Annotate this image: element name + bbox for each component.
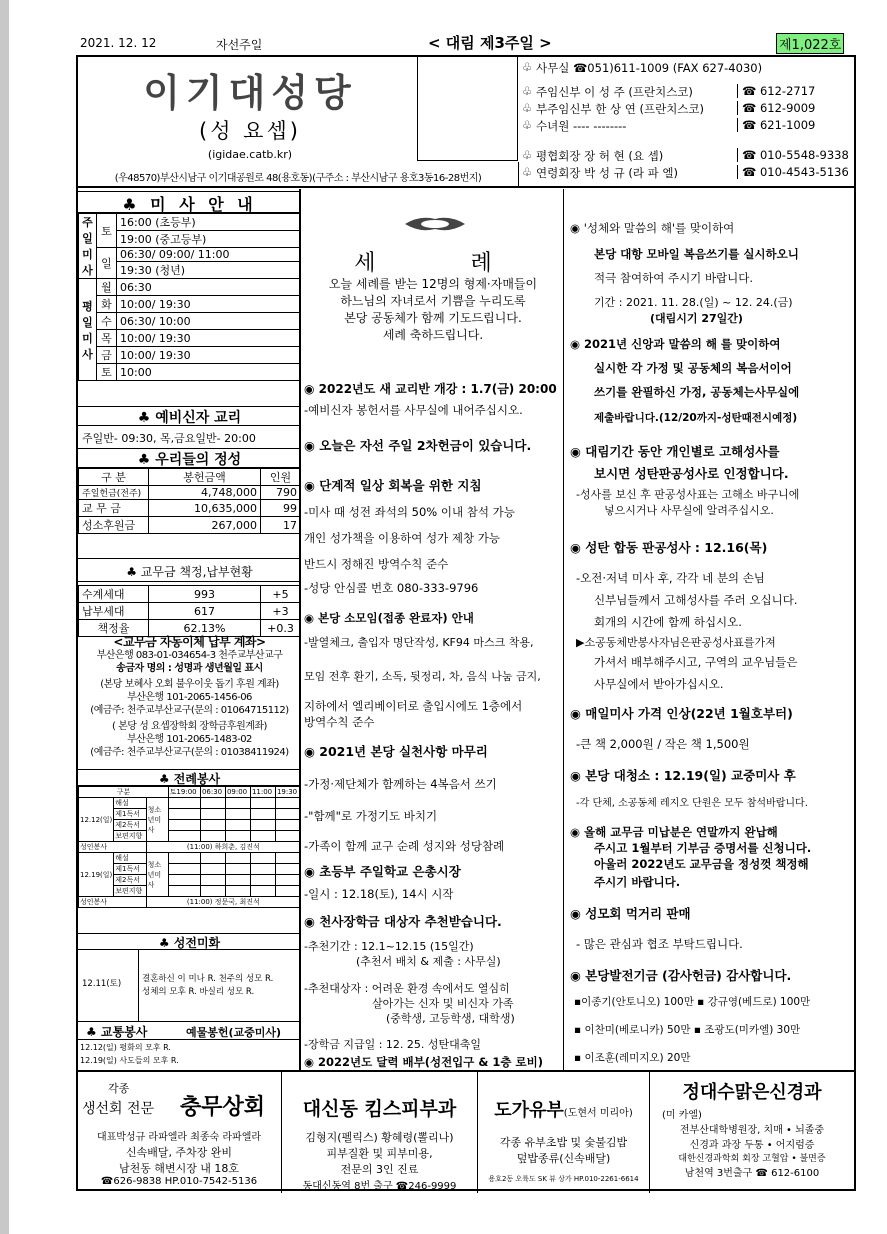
advertisement-strip: [76, 1070, 856, 1191]
week-title: < 대림 제3주일 >: [428, 34, 552, 52]
office-row: ♧ 수녀원 ---- -------- ☎ 621-1009: [522, 118, 816, 133]
church-logo: [80, 60, 420, 160]
ad-kims-derm: 대신동 킴스피부과 김형지(펠릭스) 황혜령(뽈리나) 피부질환 및 피부미용, 전문의 3인 진료 동대신동역 8번 출구 ☎246-9999: [282, 1072, 478, 1193]
cross-icon: ♧: [522, 148, 533, 162]
cross-icon: ♧: [522, 118, 533, 132]
church-name: 이기대성당: [143, 71, 357, 115]
office-row: ♧ 부주임신부 한 상 연 (프란치스코) ☎ 612-9009: [522, 101, 816, 116]
cross-icon: ♧: [522, 60, 533, 74]
dues-title: ♣ 교무금 책정,납부현황: [78, 558, 301, 582]
baptism-title: 세 례: [354, 251, 536, 276]
ad-jung-neuro: 정대수맑은신경과 (미 카엘) 전부산대학병원장, 치매 • 뇌졸중 신경과 과장 두통 • 어지럼증 대한신경과학회 회장 고혈압 • 불면증 남천역 3번출구 ☎ 612-6100: [662, 1082, 826, 1179]
baptism-emblem-icon: [400, 213, 470, 235]
ad-chungmu: 각종 생선회 전문 충무상회 대표박성규 라파엘라 최종숙 라파엘라 신속배달, 주차장 완비 남천동 해변시장 내 18호 ☎626-9838 HP.010-7542-5136: [76, 1072, 282, 1193]
traffic-row: 12.19(일) 사도들의 모후 R.: [80, 1056, 179, 1065]
issue-number: 제1,022호: [776, 33, 844, 54]
header-blank-box: [417, 55, 518, 161]
mass-schedule: 주일미사 토 16:00 (초등부) 19:00 (중고등부) 일 06:30/ 09:00/ 11:00 19:30 (청년) 평일미사 월 06:30 화 10:00/ 19:30 수 06:30/ 10:00 목 10:00/ 19:30 금 10:00/ 19:30 토 10:00: [78, 213, 301, 381]
altar-table: 구분 토19:00 06:30 09:00 11:00 19:30 12.12(일) 해설 청소년미사 제1독서 제2독서 보편지향 성인봉사 (11:00) 하희춘, 김진석 12.19(일) 해설 청소년미사 제1독서 제2독서 보편지향 성인봉사 (11:00) 정문국, 최진석: [78, 786, 301, 908]
church-patron: (성 요셉): [199, 119, 301, 143]
traffic-row: 12.12(일) 평화의 모후 R.: [80, 1043, 171, 1052]
offering-table: 구 분 봉헌금액 인원 주일헌금(전주) 4,748,000 790 교 무 금 10,635,000 99 성소후원금 267,000 17: [78, 468, 301, 534]
bulletin-date: 2021. 12. 12: [80, 36, 157, 50]
bank-accounts: <교무금 자동이체 납부 계좌> 부산은행 083-01-034654-3 천주교부산교구 송금자 명의 : 성명과 생년월일 표시 (본당 보혜사 오회 불우이웃 돕기 후원 계좌) 부산은행 101-2065-1456-06 (예금주: 천주교부산교구(문의 : 01064715112) ( 본당 성 요셉장학회 장학금후원계좌) 부산은행 101-2065-1483-02 (예금주: 천주교부산교구(문의 : 01038411924): [90, 635, 289, 758]
sunday-name: 자선주일: [216, 38, 263, 52]
baptism-message: 오늘 세례를 받는 12명의 형제·자매들이 하느님의 자녀로서 기쁨을 누리도록 본당 공동체가 함께 기도드립니다. 세례 축하드립니다.: [328, 277, 538, 342]
catechumen-text: 주일반- 09:30, 목,금요일반- 20:00: [82, 432, 256, 445]
church-address: (우48570)부산시남구 이기대공원로 48(용호동)(구주소 : 부산시남구 용호3동16-28번지): [78, 162, 519, 187]
left-edge-stripe: [0, 0, 9, 1234]
office-contacts: [518, 55, 856, 187]
cross-icon: ♧: [522, 101, 533, 115]
ad-doga-yubu: 도가유부(도현서 미리아) 각종 유부초밥 및 숯불김밥 덮밥종류(신속배달) 용호2동 오륙도 SK 뷰 상가 HP.010-2261-6614: [478, 1072, 650, 1193]
church-url[interactable]: (igidae.catb.kr): [207, 148, 293, 161]
office-row: ♧ 연령회장 박 성 규 (라 파 엘) ☎ 010-4543-5136: [522, 165, 849, 180]
office-row: ♧ 평협회장 장 허 현 (요 셉) ☎ 010-5548-9338: [522, 148, 849, 163]
cross-icon: ♧: [522, 165, 533, 179]
offering-title: ♣ 우리들의 정성: [78, 448, 301, 468]
office-row: ♧ 주임신부 이 성 주 (프란치스코) ☎ 612-2717: [522, 84, 816, 99]
weekday-mass-label: 평일미사: [79, 279, 97, 381]
sunday-mass-label: 주일미사: [79, 214, 97, 279]
flower-title: ♣ 성전미화: [78, 933, 301, 950]
flower-row: 12.11(토) 결혼하신 이 미나 R. 천주의 성모 R. 성체의 모후 R. 바실리 성모 R.: [78, 950, 301, 1022]
catechumen-title: ♣ 예비신자 교리: [78, 406, 301, 426]
altar-title: ♣ 전례봉사: [78, 769, 301, 786]
traffic-header: ♣ 교통봉사 예물봉헌(교중미사): [78, 1022, 301, 1040]
dues-table: 수계세대 993 +5 납부세대 617 +3 책정율 62.13% +0.3: [78, 585, 301, 637]
cross-icon: ♧: [522, 84, 533, 98]
office-row: ♧ 사무실 ☎051)611-1009 (FAX 627-4030): [522, 60, 763, 75]
top-bar: [76, 32, 856, 54]
mass-title: ♣ 미 사 안 내: [78, 191, 301, 213]
